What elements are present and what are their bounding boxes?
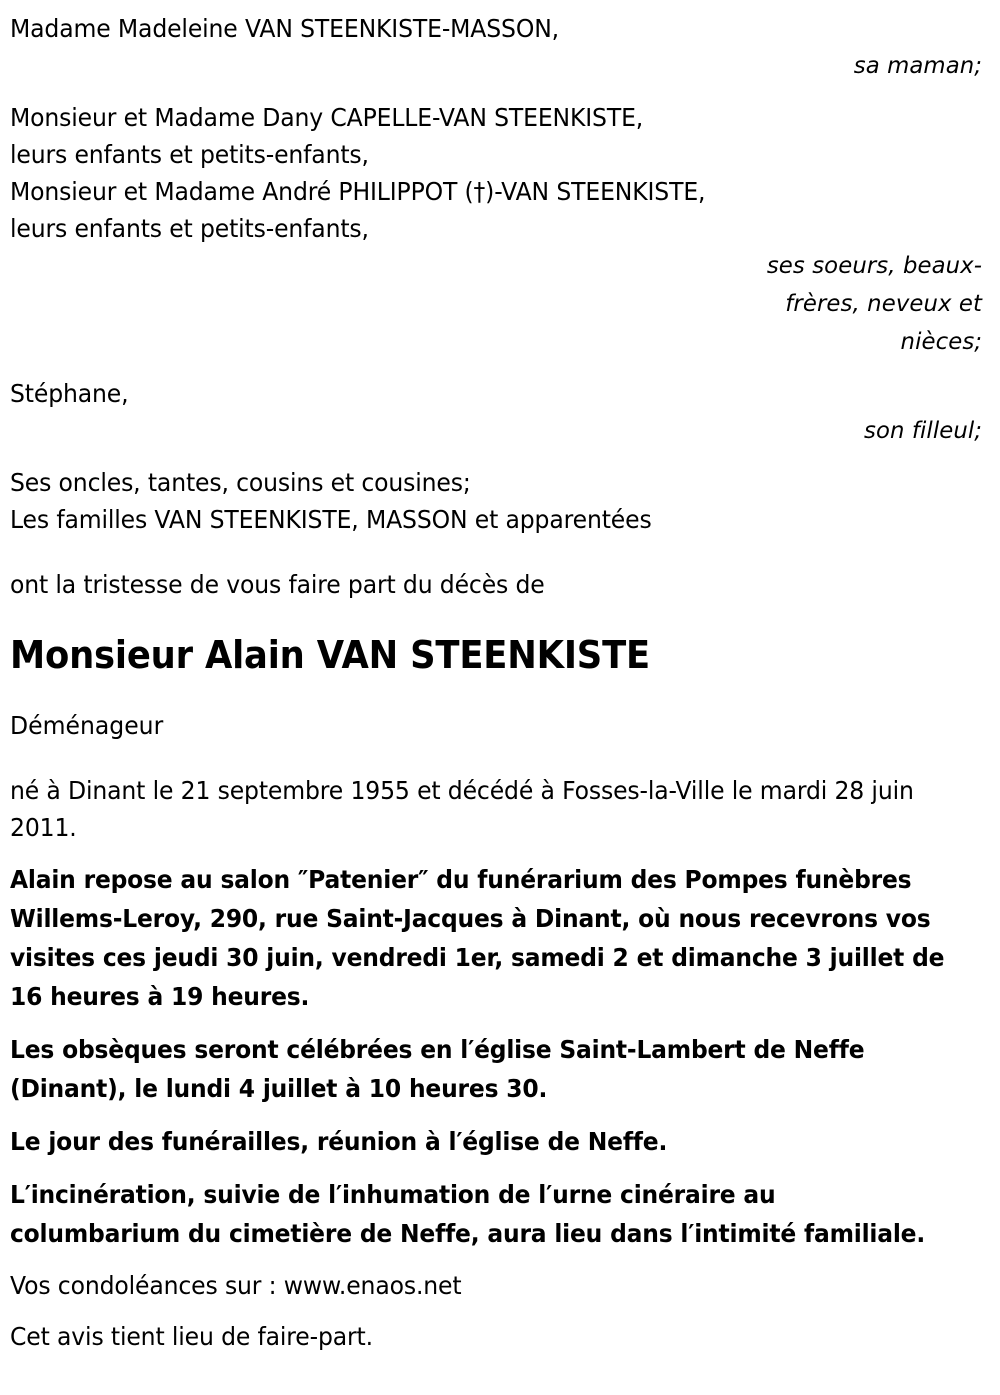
relation-note-sisters xyxy=(570,247,990,361)
closing-note: Cet avis tient lieu de faire-part. xyxy=(10,1322,373,1351)
spacer xyxy=(10,361,990,375)
survivor-group-extended-family xyxy=(10,464,990,538)
relation-line: nièces; xyxy=(900,329,983,355)
relation-line: sa maman; xyxy=(853,53,983,79)
survivor-line: Ses oncles, tantes, cousins et cousines; xyxy=(10,468,471,497)
survivor-group-godson xyxy=(10,375,990,450)
birth-death-details: né à Dinant le 21 septembre 1955 et décédé à Fosses-la-Ville le mardi 28 juin 2011. xyxy=(10,776,922,842)
survivor-line: leurs enfants et petits-enfants, xyxy=(10,140,369,169)
relation-line: ses soeurs, beaux- xyxy=(766,253,983,279)
spacer xyxy=(10,450,990,464)
spacer xyxy=(10,1108,990,1122)
survivor-line: Monsieur et Madame Dany CAPELLE-VAN STEENKISTE, xyxy=(10,103,644,132)
relation-line: son filleul; xyxy=(863,418,983,444)
survivor-line: Stéphane, xyxy=(10,379,129,408)
occupation: Déménageur xyxy=(10,711,164,740)
spacer xyxy=(10,1161,990,1175)
survivor-line: Monsieur et Madame André PHILIPPOT (†)-VAN STEENKISTE, xyxy=(10,177,706,206)
spacer xyxy=(10,846,990,860)
relation-note-mother xyxy=(570,47,990,85)
funeral-service-details: Les obsèques seront célébrées en l′église Saint-Lambert de Neffe (Dinant), le lundi 4 juillet à 10 heures 30. xyxy=(10,1035,865,1103)
relation-line: frères, neveux et xyxy=(785,291,983,317)
spacer xyxy=(10,85,990,99)
spacer xyxy=(10,1253,990,1267)
spacer xyxy=(10,538,990,566)
relation-note-godson xyxy=(570,412,990,450)
survivor-group-sisters xyxy=(10,99,990,361)
survivor-line: Les familles VAN STEENKISTE, MASSON et apparentées xyxy=(10,505,652,534)
condolences-link[interactable]: Vos condoléances sur : www.enaos.net xyxy=(10,1271,462,1300)
spacer xyxy=(10,1304,990,1318)
spacer xyxy=(10,1016,990,1030)
survivor-line: leurs enfants et petits-enfants, xyxy=(10,214,369,243)
spacer xyxy=(10,744,990,772)
cremation-details: L′incinération, suivie de l′inhumation de l′urne cinéraire au columbarium du cimetière de Neffe, aura lieu dans l′intimité familiale. xyxy=(10,1180,926,1248)
funeral-home-visits: Alain repose au salon ″Patenier″ du funérarium des Pompes funèbres Willems-Leroy, 290, rue Saint-Jacques à Dinant, où nous recevrons vos visites ces jeudi 30 juin, vendredi 1er, samedi 2 et dimanche 3 juillet de 16 heures à 19 heures. xyxy=(10,865,945,1011)
deceased-name: Monsieur Alain VAN STEENKISTE xyxy=(10,633,650,677)
survivor-group-mother xyxy=(10,10,990,85)
survivor-line: Madame Madeleine VAN STEENKISTE-MASSON, xyxy=(10,14,559,43)
spacer xyxy=(10,679,990,707)
announcement-lead: ont la tristesse de vous faire part du décès de xyxy=(10,570,545,599)
spacer xyxy=(10,603,990,631)
gathering-details: Le jour des funérailles, réunion à l′église de Neffe. xyxy=(10,1127,668,1156)
